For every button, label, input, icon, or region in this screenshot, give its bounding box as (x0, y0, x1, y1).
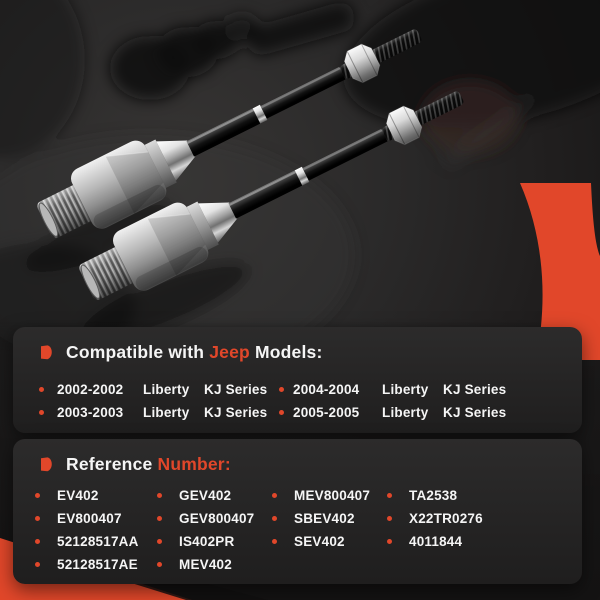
reference-number: SBEV402 (294, 511, 355, 526)
bullet-dot-icon (279, 410, 284, 415)
bullet-dot-icon (157, 493, 162, 498)
reference-number: MEV800407 (294, 488, 371, 503)
reference-header (13, 439, 582, 474)
bullet-dot-icon (279, 387, 284, 392)
reference-item (30, 553, 152, 576)
reference-item (382, 530, 483, 553)
reference-panel (13, 439, 582, 584)
compat-row (13, 401, 582, 424)
reference-column (30, 484, 152, 576)
reference-item (152, 484, 267, 507)
bullet-dot-icon (35, 493, 40, 498)
reference-number: TA2538 (409, 488, 458, 503)
reference-item (267, 530, 382, 553)
bullet-dot-icon (272, 539, 277, 544)
reference-item (267, 484, 382, 507)
bullet-dot-icon (157, 516, 162, 521)
compatibility-panel (13, 327, 582, 433)
compat-model: Liberty (143, 382, 190, 397)
compat-model: Liberty (382, 382, 429, 397)
reference-number: MEV402 (179, 557, 232, 572)
brand-mark-icon (40, 457, 54, 472)
title-segment-highlight: Jeep (209, 341, 250, 362)
compat-series: KJ Series (443, 382, 507, 397)
reference-title (66, 454, 231, 475)
reference-item (382, 484, 483, 507)
reference-list (13, 484, 582, 576)
reference-number: SEV402 (294, 534, 345, 549)
reference-item (152, 507, 267, 530)
bullet-dot-icon (272, 493, 277, 498)
bullet-dot-icon (387, 539, 392, 544)
reference-item (152, 530, 267, 553)
compatibility-table (13, 378, 582, 424)
compat-series: KJ Series (204, 405, 268, 420)
bullet-dot-icon (272, 516, 277, 521)
bullet-dot-icon (157, 562, 162, 567)
compat-model: Liberty (143, 405, 190, 420)
reference-item (30, 530, 152, 553)
reference-column (267, 484, 382, 576)
reference-item (267, 507, 382, 530)
reference-item (30, 484, 152, 507)
reference-column (152, 484, 267, 576)
reference-number: 4011844 (409, 534, 463, 549)
reference-number: 52128517AA (57, 534, 139, 549)
bullet-dot-icon (387, 516, 392, 521)
compat-series: KJ Series (443, 405, 507, 420)
compat-series: KJ Series (204, 382, 268, 397)
reference-item (30, 507, 152, 530)
compat-years: 2005-2005 (293, 405, 360, 420)
compatibility-header (13, 327, 582, 362)
reference-number: EV402 (57, 488, 99, 503)
reference-item (382, 507, 483, 530)
compat-years: 2003-2003 (57, 405, 124, 420)
bullet-dot-icon (39, 387, 44, 392)
reference-column (382, 484, 483, 576)
compat-years: 2002-2002 (57, 382, 124, 397)
compatibility-title (66, 342, 322, 363)
title-segment-highlight: Number: (157, 453, 231, 474)
bullet-dot-icon (157, 539, 162, 544)
reference-item (152, 553, 267, 576)
compat-row (13, 378, 582, 401)
reference-number: IS402PR (179, 534, 235, 549)
compat-model: Liberty (382, 405, 429, 420)
title-segment: Models: (249, 341, 323, 362)
reference-number: GEV402 (179, 488, 232, 503)
compat-years: 2004-2004 (293, 382, 360, 397)
reference-number: GEV800407 (179, 511, 255, 526)
brand-mark-icon (40, 345, 54, 360)
reference-number: X22TR0276 (409, 511, 483, 526)
bullet-dot-icon (35, 562, 40, 567)
reference-number: EV800407 (57, 511, 122, 526)
title-segment: Reference (66, 453, 158, 474)
bullet-dot-icon (35, 516, 40, 521)
bullet-dot-icon (387, 493, 392, 498)
reference-number: 52128517AE (57, 557, 138, 572)
bullet-dot-icon (39, 410, 44, 415)
bullet-dot-icon (35, 539, 40, 544)
title-segment: Compatible with (66, 341, 210, 362)
